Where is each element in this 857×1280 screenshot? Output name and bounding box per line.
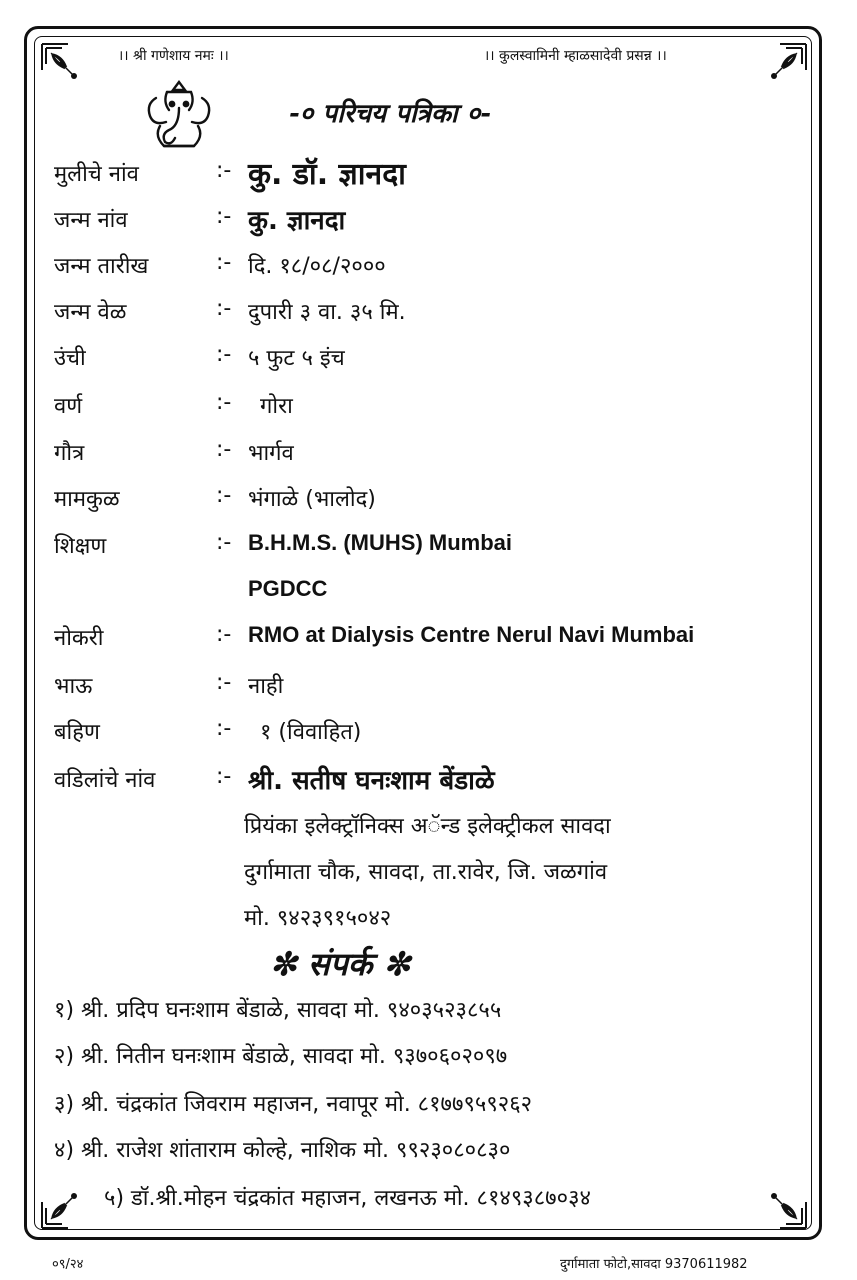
detail-value: गोरा bbox=[260, 394, 293, 419]
detail-value: भंगाळे (भालोद) bbox=[248, 487, 376, 512]
detail-label: जन्म वेळ bbox=[54, 300, 127, 325]
detail-value: ५ फुट ५ इंच bbox=[248, 346, 345, 371]
detail-label: उंची bbox=[54, 346, 86, 371]
detail-separator: :- bbox=[216, 670, 232, 695]
detail-value: कु. ज्ञानदा bbox=[248, 206, 346, 236]
detail-separator: :- bbox=[216, 483, 232, 508]
contact-item: १) श्री. प्रदिप घनःशाम बेंडाळे, सावदा मो. ९४०३५२३८५५ bbox=[54, 998, 502, 1023]
detail-separator: :- bbox=[216, 437, 232, 462]
father-mobile: मो. ९४२३९१५०४२ bbox=[244, 906, 392, 931]
detail-value: श्री. सतीष घनःशाम बेंडाळे bbox=[248, 766, 495, 796]
detail-value: दि. १८/०८/२००० bbox=[248, 254, 386, 279]
detail-separator: :- bbox=[216, 390, 232, 415]
studio-credit: दुर्गामाता फोटो,सावदा 9370611982 bbox=[560, 1257, 748, 1272]
father-business: प्रियंका इलेक्ट्रॉनिक्स अॅन्ड इलेक्ट्रीकल सावदा bbox=[244, 814, 611, 839]
corner-ornament-top-right-icon bbox=[764, 40, 810, 86]
page-number: ०९/२४ bbox=[52, 1257, 84, 1272]
detail-value: PGDCC bbox=[248, 576, 328, 601]
contact-heading: ✼ संपर्क ✼ bbox=[270, 945, 411, 983]
detail-separator: :- bbox=[216, 250, 232, 275]
detail-separator: :- bbox=[216, 342, 232, 367]
detail-label: मुलीचे नांव bbox=[54, 162, 139, 187]
detail-value: १ (विवाहित) bbox=[260, 720, 362, 745]
detail-value: दुपारी ३ वा. ३५ मि. bbox=[248, 300, 406, 325]
contact-item: २) श्री. नितीन घनःशाम बेंडाळे, सावदा मो. ९३७०६०२०९७ bbox=[54, 1044, 508, 1069]
detail-label: वडिलांचे नांव bbox=[54, 768, 156, 793]
detail-separator: :- bbox=[216, 204, 232, 229]
detail-separator: :- bbox=[216, 158, 232, 183]
detail-value: नाही bbox=[248, 674, 284, 699]
corner-ornament-top-left-icon bbox=[38, 40, 84, 86]
detail-separator: :- bbox=[216, 716, 232, 741]
father-address: दुर्गामाता चौक, सावदा, ता.रावेर, जि. जळगांव bbox=[244, 860, 608, 885]
header-invocation-left: ।। श्री गणेशाय नमः ।। bbox=[118, 48, 229, 64]
contact-item: ५) डॉ.श्री.मोहन चंद्रकांत महाजन, लखनऊ मो. ८१४९३८७०३४ bbox=[104, 1186, 591, 1211]
detail-separator: :- bbox=[216, 622, 232, 647]
detail-value: RMO at Dialysis Centre Nerul Navi Mumbai bbox=[248, 622, 695, 647]
page-title: -० परिचय पत्रिका ०- bbox=[288, 99, 492, 129]
detail-value: B.H.M.S. (MUHS) Mumbai bbox=[248, 530, 512, 555]
contact-item: ३) श्री. चंद्रकांत जिवराम महाजन, नवापूर मो. ८१७७९५९२६२ bbox=[54, 1092, 533, 1117]
header-invocation-right: ।। कुलस्वामिनी म्हाळसादेवी प्रसन्न ।। bbox=[484, 48, 667, 64]
detail-value: भार्गव bbox=[248, 441, 294, 466]
detail-label: भाऊ bbox=[54, 674, 93, 699]
contact-item: ४) श्री. राजेश शांताराम कोल्हे, नाशिक मो. ९९२३०८०८३० bbox=[54, 1138, 511, 1163]
detail-value: कु. डॉ. ज्ञानदा bbox=[248, 157, 406, 192]
detail-label: गौत्र bbox=[54, 441, 85, 466]
detail-separator: :- bbox=[216, 296, 232, 321]
detail-separator: :- bbox=[216, 530, 232, 555]
detail-label: नोकरी bbox=[54, 626, 104, 651]
detail-label: मामकुळ bbox=[54, 487, 120, 512]
detail-separator: :- bbox=[216, 764, 232, 789]
corner-ornament-bottom-left-icon bbox=[38, 1186, 84, 1232]
detail-label: जन्म नांव bbox=[54, 208, 128, 233]
detail-label: बहिण bbox=[54, 720, 100, 745]
detail-label: वर्ण bbox=[54, 394, 83, 419]
corner-ornament-bottom-right-icon bbox=[764, 1186, 810, 1232]
detail-label: शिक्षण bbox=[54, 534, 107, 559]
detail-label: जन्म तारीख bbox=[54, 254, 149, 279]
